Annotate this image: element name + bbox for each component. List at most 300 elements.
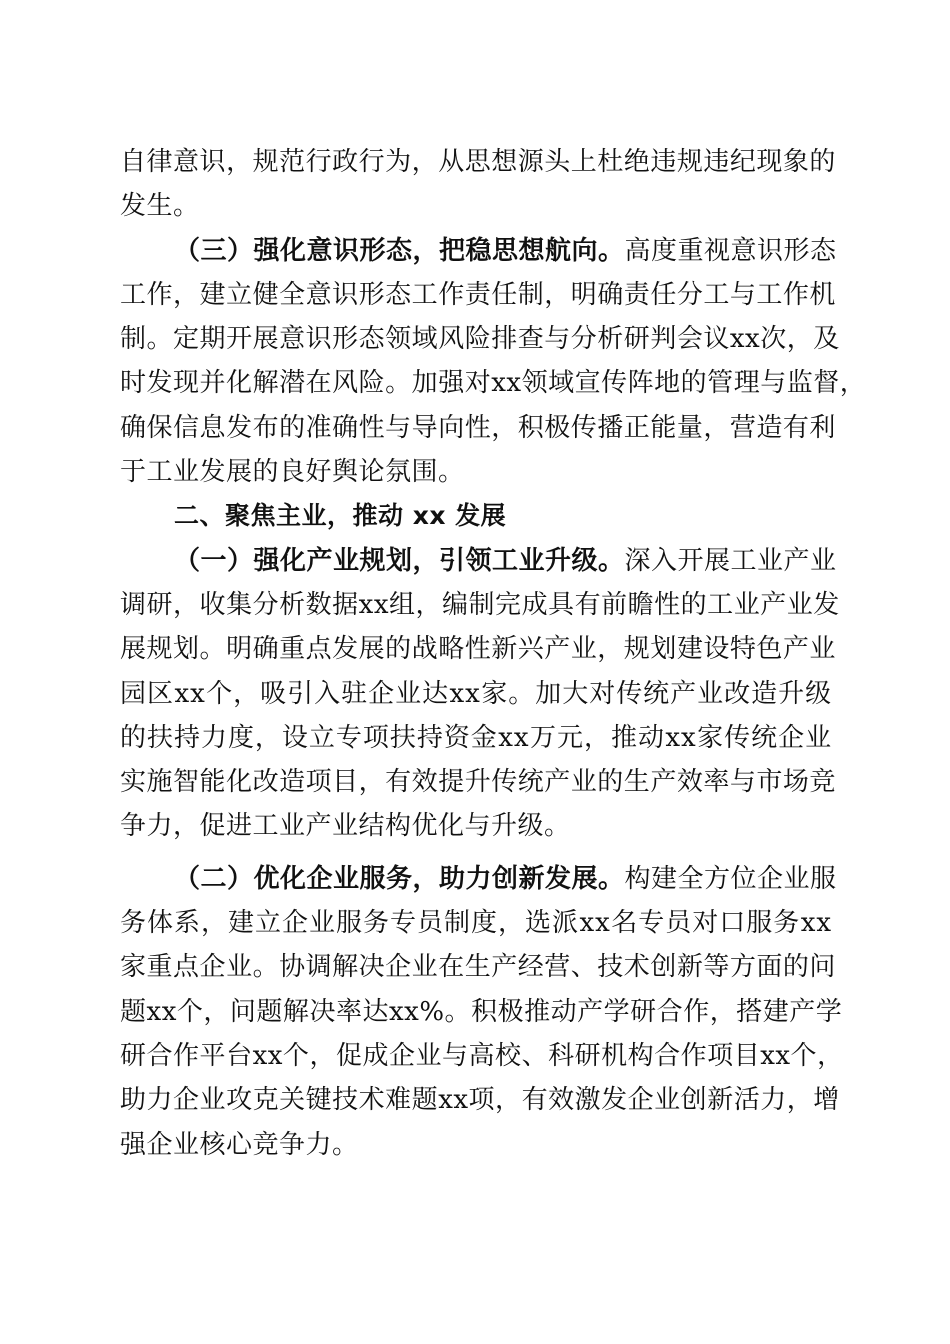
text-char: 量 (676, 412, 704, 443)
text-char: 业 (199, 1085, 227, 1116)
section-heading (120, 494, 832, 538)
text-char: 据 (332, 589, 359, 620)
text-char: ， (226, 147, 253, 177)
text-char: 关 (279, 1085, 306, 1116)
text-char: 现 (173, 368, 200, 399)
text-line (120, 539, 837, 583)
text-char: 问 (809, 952, 836, 983)
text-char: 。 (385, 368, 412, 399)
text-char: 立 (226, 279, 253, 310)
text-char: 设 (281, 722, 309, 753)
text-char: 的 (809, 147, 836, 177)
text-char: 重 (279, 634, 306, 665)
section-heading-text: 二、聚焦主业，推动 xx 发展 (174, 501, 507, 531)
text-char: 态 (358, 324, 386, 355)
text-char: 业 (570, 767, 598, 798)
text-char: 服 (746, 908, 773, 939)
paragraph-lead-rest: 构建全方位企业服 (624, 863, 837, 894)
text-char: 题 (120, 996, 147, 1027)
text-char: 企 (368, 678, 395, 709)
text-char: 业 (570, 634, 598, 665)
text-char: 业 (697, 678, 724, 709)
text-line (120, 804, 832, 848)
paragraph-lead-rest: 高度重视意识形态 (624, 235, 837, 266)
text-char: 项 (707, 1040, 734, 1071)
text-char: 元 (556, 722, 584, 753)
document-body (120, 140, 867, 1167)
text-char: 性 (464, 412, 492, 443)
text-char: ， (309, 1040, 336, 1071)
text-char: x (579, 908, 595, 939)
text-char: ， (203, 996, 230, 1027)
text-char: 在 (438, 952, 465, 983)
text-char: 化 (226, 767, 253, 798)
text-char: 企 (199, 952, 227, 983)
text-char: 确 (332, 412, 359, 443)
text-char: 统 (751, 722, 778, 753)
text-char: 业 (805, 722, 832, 753)
text-char: 行 (305, 147, 333, 177)
text-char: 险 (358, 368, 386, 399)
text-char: x (146, 996, 162, 1027)
text-char: 作 (782, 279, 810, 310)
text-char: 加 (411, 368, 439, 399)
text-char: 营 (544, 952, 571, 983)
paragraph-lead-rest: 深入开展工业产业 (624, 545, 837, 576)
text-char: 判 (650, 324, 677, 355)
text-char: 全 (279, 279, 306, 310)
text-char: 意 (279, 324, 306, 355)
text-char: 分 (570, 324, 598, 355)
text-char: 立 (255, 908, 282, 939)
text-char: x (595, 908, 611, 939)
text-char: x (388, 996, 405, 1027)
text-char: 有 (782, 412, 810, 443)
paragraph-enterprise-service (120, 857, 844, 1167)
text-line (120, 716, 832, 760)
text-char: 排 (491, 324, 518, 355)
text-char: 决 (309, 996, 336, 1027)
text-char: 特 (729, 634, 757, 665)
text-char: 达 (362, 996, 389, 1027)
text-char: 划 (173, 634, 200, 665)
text-char: ， (498, 908, 525, 939)
text-char: ， (173, 279, 200, 310)
text-char: 积 (471, 996, 498, 1027)
text-char: 员 (417, 908, 444, 939)
text-char: 竞 (809, 767, 836, 798)
text-char: 升 (464, 767, 492, 798)
text-char: 健 (252, 279, 280, 310)
text-char: 查 (517, 324, 545, 355)
text-char: 目 (733, 1040, 761, 1071)
text-char: 作 (173, 1040, 200, 1071)
text-char: 性 (358, 412, 386, 443)
text-char: 企 (282, 908, 309, 939)
text-char: 业 (654, 1085, 681, 1116)
text-char: 引 (287, 678, 314, 709)
text-char: x (438, 1085, 454, 1116)
text-char: 业 (733, 589, 761, 620)
text-char: 科 (548, 1040, 575, 1071)
text-char: 域 (411, 324, 439, 355)
text-char: 与 (760, 368, 787, 399)
text-char: 效 (411, 767, 439, 798)
text-char: 产 (670, 678, 697, 709)
text-char: 略 (438, 634, 465, 665)
text-char: 思 (464, 147, 492, 177)
text-char: 数 (305, 589, 333, 620)
text-char: 开 (226, 324, 253, 355)
text-char: 建 (228, 908, 255, 939)
text-char: 设 (703, 634, 730, 665)
text-char: 构 (627, 1040, 655, 1071)
text-char: 造 (279, 767, 306, 798)
text-char: 持 (416, 722, 444, 753)
text-char: ， (411, 147, 439, 177)
text-char: 识 (305, 324, 333, 355)
text-char: 面 (756, 952, 783, 983)
text-char: 业 (411, 952, 439, 983)
text-char: x (513, 722, 530, 753)
text-char: 地 (654, 368, 681, 399)
text-char: 新 (676, 952, 704, 983)
text-char: ， (358, 767, 386, 798)
text-char: 督 (813, 368, 840, 399)
subheading-enterprise-service: （二）优化企业服务，助力创新发展。 (174, 863, 625, 894)
text-char: 活 (733, 1085, 761, 1116)
text-line-content: 于工业发展的良好舆论氛围。 (120, 457, 465, 488)
text-char: 与 (729, 279, 757, 310)
text-char: 色 (756, 634, 783, 665)
text-char: 业 (415, 1040, 443, 1071)
text-char: 营 (729, 412, 757, 443)
text-char: 实 (120, 767, 147, 798)
text-char: 发 (226, 412, 253, 443)
text-char: 企 (388, 1040, 416, 1071)
text-char: 业 (809, 634, 836, 665)
text-line (120, 184, 832, 228)
text-char: 为 (385, 147, 412, 177)
text-char: x (800, 908, 816, 939)
text-char: 效 (548, 1085, 575, 1116)
text-char: 务 (120, 908, 147, 939)
text-char: 创 (650, 952, 677, 983)
text-char: 、 (570, 952, 598, 983)
text-char: 工 (703, 279, 730, 310)
text-char: x (681, 722, 697, 753)
text-char: 阵 (627, 368, 655, 399)
text-char: 持 (173, 722, 201, 753)
text-char: 研 (623, 324, 651, 355)
text-line (120, 273, 836, 317)
text-char: 播 (597, 412, 624, 443)
text-line (120, 450, 832, 494)
text-line (120, 901, 832, 945)
text-char: 金 (470, 722, 498, 753)
text-char: 达 (422, 678, 449, 709)
text-char: 想 (491, 147, 518, 177)
text-char: 战 (411, 634, 439, 665)
text-char: 编 (442, 589, 469, 620)
text-char: 园 (120, 678, 147, 709)
text-char: 研 (120, 1040, 147, 1071)
text-char: 企 (627, 1085, 655, 1116)
text-line-content: 发生。 (120, 191, 200, 222)
text-line (120, 317, 840, 361)
text-char: 化 (226, 368, 253, 399)
text-char: 点 (305, 634, 333, 665)
text-char: ， (544, 279, 571, 310)
text-char: 的 (597, 767, 624, 798)
text-line (120, 672, 832, 716)
text-char: 确 (597, 279, 624, 310)
text-char: 传 (601, 368, 628, 399)
text-char: 技 (597, 952, 624, 983)
text-char: 市 (756, 767, 783, 798)
document-page (120, 140, 867, 1167)
text-char: 合 (654, 1040, 681, 1071)
text-char: 解 (282, 996, 310, 1027)
text-char: 产 (760, 589, 787, 620)
text-char: 潜 (279, 368, 306, 399)
text-char: 激 (574, 1085, 602, 1116)
text-char: 析 (597, 324, 624, 355)
text-char: 积 (517, 412, 545, 443)
text-line (120, 406, 836, 450)
text-char: 力 (200, 722, 228, 753)
text-char: 解 (332, 952, 359, 983)
text-char: 行 (358, 147, 386, 177)
text-char: 万 (530, 722, 557, 753)
text-char: 个 (282, 1040, 310, 1071)
text-char: 杜 (597, 147, 624, 177)
text-char: 学 (603, 996, 631, 1027)
text-char: 确 (252, 634, 280, 665)
text-char: 务 (773, 908, 800, 939)
text-char: 形 (358, 279, 386, 310)
text-char: 分 (676, 279, 704, 310)
text-char: 加 (535, 678, 562, 709)
text-char: 经 (517, 952, 545, 983)
text-char: 生 (464, 952, 492, 983)
text-char: 并 (199, 368, 227, 399)
text-char: 力 (760, 1085, 787, 1116)
paragraph-continuation (120, 140, 836, 229)
text-char: 个 (176, 996, 204, 1027)
text-char: x (465, 678, 481, 709)
text-char: 信 (173, 412, 200, 443)
text-char: 次 (760, 324, 787, 355)
text-char: 的 (680, 368, 708, 399)
text-char: 方 (729, 952, 757, 983)
text-char: 时 (120, 368, 147, 399)
text-char: 发 (601, 1085, 628, 1116)
text-char: 发 (146, 368, 174, 399)
text-line (120, 990, 843, 1034)
text-char: 造 (751, 678, 778, 709)
text-char: 建 (762, 996, 790, 1027)
subheading-ideology: （三）强化意识形态，把稳思想航向。 (174, 235, 625, 266)
text-char: 业 (395, 678, 422, 709)
text-char: 施 (146, 767, 174, 798)
text-char: 决 (358, 952, 386, 983)
text-char: 成 (521, 589, 549, 620)
text-char: 识 (332, 279, 359, 310)
text-char: x (760, 1040, 776, 1071)
text-char: 产 (491, 952, 518, 983)
text-char: 工 (120, 279, 147, 310)
text-char: 发 (813, 589, 840, 620)
text-char: 推 (524, 996, 551, 1027)
text-char: 统 (643, 678, 670, 709)
text-char: 率 (335, 996, 363, 1027)
text-char: x (453, 1085, 469, 1116)
text-char: 期 (199, 324, 227, 355)
subheading-industry-planning: （一）强化产业规划，引领工业升级。 (174, 545, 625, 576)
text-char: 性 (464, 634, 492, 665)
text-char: 传 (491, 767, 518, 798)
text-char: 攻 (226, 1085, 253, 1116)
text-char: x (174, 678, 190, 709)
text-char: 建 (199, 279, 227, 310)
text-char: 项 (305, 767, 333, 798)
text-char: 集 (226, 589, 253, 620)
text-char: 机 (809, 279, 836, 310)
text-char: 成 (362, 1040, 389, 1071)
text-char: 名 (611, 908, 638, 939)
text-char: 的 (782, 952, 810, 983)
text-line (120, 361, 867, 405)
text-char: 识 (199, 147, 227, 177)
text-char: 个 (206, 678, 233, 709)
text-char: ， (839, 368, 867, 399)
text-char: 对 (464, 368, 492, 399)
text-char: ， (415, 589, 443, 620)
text-line-content: 争力，促进工业产业结构优化与升级。 (120, 811, 571, 842)
text-char: 平 (199, 1040, 227, 1071)
text-char: ， (786, 324, 814, 355)
text-char: x (449, 678, 465, 709)
paragraph-lead (174, 539, 837, 583)
text-char: 制 (120, 324, 147, 355)
text-char: 度 (227, 722, 255, 753)
text-line (120, 229, 837, 273)
paragraph-gap (120, 849, 832, 857)
text-char: 建 (676, 634, 704, 665)
text-char: % (419, 996, 445, 1027)
text-char: ， (709, 996, 737, 1027)
text-char: 制 (468, 589, 496, 620)
text-char: ， (495, 1085, 522, 1116)
text-char: 项 (362, 722, 390, 753)
text-char: 大 (562, 678, 589, 709)
text-char: 专 (390, 908, 417, 939)
text-char: 级 (805, 678, 832, 709)
text-char: 资 (443, 722, 471, 753)
text-char: 向 (438, 412, 465, 443)
text-char: x (190, 678, 206, 709)
text-char: 率 (703, 767, 730, 798)
text-char: 扶 (146, 722, 174, 753)
text-char: 纪 (729, 147, 757, 177)
text-char: 扶 (389, 722, 417, 753)
text-char: 务 (363, 908, 390, 939)
text-char: 象 (782, 147, 810, 177)
text-char: 前 (601, 589, 628, 620)
text-char: 布 (252, 412, 280, 443)
text-char: 议 (703, 324, 730, 355)
paragraph-lead (174, 229, 837, 273)
text-char: ， (254, 722, 282, 753)
text-char: x (358, 589, 374, 620)
text-char: 源 (517, 147, 545, 177)
text-char: 息 (199, 412, 227, 443)
text-char: 传 (724, 722, 751, 753)
text-line (120, 1078, 840, 1122)
text-char: 。 (146, 324, 174, 355)
text-char: 研 (574, 1040, 602, 1071)
text-char: ， (786, 1085, 814, 1116)
text-char: 理 (733, 368, 761, 399)
text-char: 新 (491, 634, 518, 665)
text-char: x (665, 722, 681, 753)
text-char: 析 (279, 589, 306, 620)
text-char: ， (597, 634, 624, 665)
text-char: 有 (385, 767, 412, 798)
text-char: 企 (385, 952, 412, 983)
text-char: 形 (332, 324, 359, 355)
text-char: 重 (146, 952, 174, 983)
text-char: 产 (782, 634, 810, 665)
text-char: 场 (782, 767, 810, 798)
text-char: 研 (146, 589, 174, 620)
text-char: 提 (438, 767, 465, 798)
text-line (120, 1123, 832, 1167)
text-char: 入 (314, 678, 341, 709)
text-char: 兴 (517, 634, 545, 665)
text-char: 域 (548, 368, 575, 399)
text-char: 在 (305, 368, 333, 399)
text-char: 题 (411, 1085, 439, 1116)
text-char: 正 (623, 412, 651, 443)
text-char: 导 (411, 412, 439, 443)
text-char: 展 (120, 634, 147, 665)
text-char: 具 (548, 589, 575, 620)
text-char: x (498, 722, 514, 753)
text-char: 定 (173, 324, 200, 355)
text-char: 责 (623, 279, 651, 310)
text-char: 现 (756, 147, 783, 177)
text-char: 风 (332, 368, 359, 399)
text-char: 明 (570, 279, 598, 310)
paragraph-ideology (120, 229, 867, 495)
text-char: 企 (778, 722, 805, 753)
text-char: 从 (438, 147, 465, 177)
text-line (120, 627, 836, 671)
text-char: 划 (650, 634, 677, 665)
text-char: 合 (146, 1040, 174, 1071)
text-char: 传 (570, 412, 598, 443)
text-char: 作 (683, 996, 710, 1027)
text-char: 强 (438, 368, 465, 399)
text-char: 工 (411, 279, 439, 310)
text-char: 对 (692, 908, 719, 939)
text-char: 规 (676, 147, 704, 177)
text-char: 高 (468, 1040, 496, 1071)
text-char: 制 (444, 908, 471, 939)
text-char: 工 (707, 589, 734, 620)
